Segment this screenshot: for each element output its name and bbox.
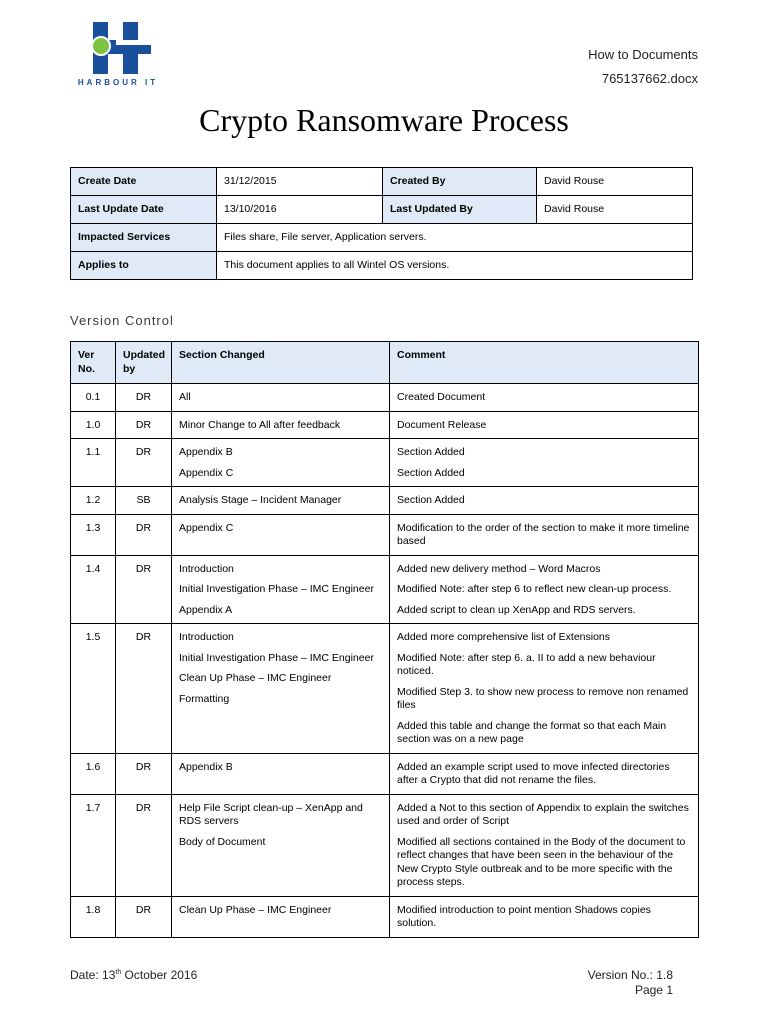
table-row — [71, 896, 699, 937]
comment-cell — [390, 896, 699, 937]
create-date-value: 31/12/2015 — [217, 168, 383, 196]
version-number-cell: 1.2 — [71, 487, 116, 515]
version-control-heading: Version Control — [70, 313, 174, 328]
comment-cell — [390, 753, 699, 794]
comment-cell — [390, 487, 699, 515]
section-changed-cell — [172, 794, 390, 896]
comment-item: Section Added — [397, 466, 465, 479]
section-changed-item: Clean Up Phase – IMC Engineer — [179, 672, 332, 684]
section-changed-item: Body of Document — [179, 835, 266, 848]
updated-by-cell: DR — [116, 794, 172, 896]
applies-to-value: This document applies to all Wintel OS versions. — [217, 252, 693, 280]
table-row — [71, 487, 699, 515]
logo-text: HARBOUR IT — [77, 78, 159, 87]
comment-item: Modification to the order of the section to make it more timeline based — [397, 521, 690, 547]
section-changed-item: Initial Investigation Phase – IMC Engineer — [179, 583, 374, 595]
section-changed-item: Help File Script clean-up – XenApp and RDS servers — [179, 801, 363, 827]
version-number-cell: 0.1 — [71, 384, 116, 412]
metadata-row — [71, 196, 693, 224]
section-changed-cell — [172, 624, 390, 754]
section-changed-item: Introduction — [179, 562, 234, 575]
comment-item: Document Release — [397, 418, 487, 431]
version-number-cell: 1.0 — [71, 411, 116, 439]
comment-item: Created Document — [397, 391, 486, 403]
section-changed-item: Formatting — [179, 692, 230, 705]
updated-by-cell: DR — [116, 555, 172, 624]
comment-item: Added a Not to this section of Appendix to explain the switches used and order of Script — [397, 801, 689, 827]
updated-by-cell: DR — [116, 514, 172, 555]
section-changed-cell — [172, 487, 390, 515]
comment-cell — [390, 384, 699, 412]
metadata-row — [71, 224, 693, 252]
comment-cell — [390, 794, 699, 896]
comment-item: Modified all sections contained in the Body of the document to reflect changes that have been seen in the behaviour of the New Crypto Style outbreak and to be more specific with the process steps. — [397, 835, 686, 888]
table-row — [71, 555, 699, 624]
table-row — [71, 624, 699, 754]
section-changed-item: Introduction — [179, 631, 234, 643]
document-filename: 765137662.docx — [601, 71, 698, 86]
section-changed-cell — [172, 439, 390, 487]
version-number-cell: 1.8 — [71, 896, 116, 937]
table-row — [71, 411, 699, 439]
comment-item: Modified Note: after step 6 to reflect new clean-up process. — [397, 583, 672, 595]
section-changed-item: Initial Investigation Phase – IMC Engineer — [179, 651, 374, 664]
impacted-services-label: Impacted Services — [71, 224, 217, 252]
updated-by-cell: DR — [116, 439, 172, 487]
harbour-it-logo — [68, 20, 168, 92]
comment-cell — [390, 624, 699, 754]
comment-item: Added script to clean up XenApp and RDS servers. — [397, 603, 636, 616]
section-changed-item: All — [179, 391, 191, 403]
comment-item: Added an example script used to move infected directories after a Crypto that did not rename the files. — [397, 760, 670, 786]
section-changed-cell — [172, 555, 390, 624]
column-header-section-changed: Section Changed — [172, 342, 390, 384]
footer-date: Date: 13th October 2016 — [70, 968, 198, 982]
updated-by-cell: SB — [116, 487, 172, 515]
updated-by-cell: DR — [116, 624, 172, 754]
version-number-cell: 1.1 — [71, 439, 116, 487]
version-number: Version No.: 1.8 — [587, 968, 673, 982]
page-title: Crypto Ransomware Process — [199, 102, 569, 138]
column-header-comment: Comment — [390, 342, 699, 384]
updated-by-cell: DR — [116, 384, 172, 412]
version-control-table — [70, 341, 699, 938]
page-number: Page 1 — [634, 983, 673, 997]
comment-item: Modified introduction to point mention Shadows copies solution. — [397, 903, 651, 929]
updated-by-cell: DR — [116, 896, 172, 937]
section-changed-item: Appendix C — [179, 521, 234, 534]
section-changed-cell — [172, 384, 390, 412]
last-update-value: 13/10/2016 — [217, 196, 383, 224]
column-header-ver: Ver No. — [71, 342, 116, 384]
table-row — [71, 753, 699, 794]
version-number-cell: 1.5 — [71, 624, 116, 754]
section-changed-cell — [172, 896, 390, 937]
version-control-header-row — [71, 342, 699, 384]
document-metadata-table — [70, 167, 693, 280]
created-by-label: Created By — [383, 168, 537, 196]
comment-item: Added more comprehensive list of Extensions — [397, 631, 611, 643]
comment-item: Modified Note: after step 6. a. II to add a new behaviour noticed. — [397, 651, 656, 677]
updated-by-cell: DR — [116, 753, 172, 794]
comment-cell — [390, 514, 699, 555]
logo-mark-icon — [68, 20, 168, 78]
section-changed-item: Appendix C — [179, 466, 234, 479]
version-number-cell: 1.6 — [71, 753, 116, 794]
table-row — [71, 794, 699, 896]
table-row — [71, 439, 699, 487]
version-control-body — [71, 384, 699, 938]
comment-item: Added this table and change the format so that each Main section was on a new page — [397, 719, 667, 745]
document-category: How to Documents — [588, 47, 698, 62]
comment-cell — [390, 555, 699, 624]
section-changed-item: Clean Up Phase – IMC Engineer — [179, 903, 332, 916]
section-changed-item: Analysis Stage – Incident Manager — [179, 494, 342, 506]
comment-item: Section Added — [397, 494, 465, 506]
section-changed-cell — [172, 514, 390, 555]
metadata-row — [71, 168, 693, 196]
updated-by-cell: DR — [116, 411, 172, 439]
section-changed-cell — [172, 753, 390, 794]
version-number-cell: 1.3 — [71, 514, 116, 555]
comment-cell — [390, 411, 699, 439]
last-update-label: Last Update Date — [71, 196, 217, 224]
version-number-cell: 1.7 — [71, 794, 116, 896]
section-changed-item: Appendix B — [179, 446, 233, 458]
table-row — [71, 384, 699, 412]
comment-cell — [390, 439, 699, 487]
section-changed-cell — [172, 411, 390, 439]
created-by-value: David Rouse — [537, 168, 693, 196]
section-changed-item: Minor Change to All after feedback — [179, 418, 341, 431]
version-number-cell: 1.4 — [71, 555, 116, 624]
create-date-label: Create Date — [71, 168, 217, 196]
comment-item: Section Added — [397, 446, 465, 458]
metadata-row — [71, 252, 693, 280]
section-changed-item: Appendix A — [179, 603, 233, 616]
impacted-services-value: Files share, File server, Application servers. — [217, 224, 693, 252]
document-header — [588, 43, 698, 91]
table-row — [71, 514, 699, 555]
comment-item: Added new delivery method – Word Macros — [397, 562, 601, 575]
section-changed-item: Appendix B — [179, 760, 233, 773]
last-updated-by-label: Last Updated By — [383, 196, 537, 224]
column-header-updated-by: Updated by — [116, 342, 172, 384]
last-updated-by-value: David Rouse — [537, 196, 693, 224]
footer-version — [588, 968, 673, 998]
comment-item: Modified Step 3. to show new process to remove non renamed files — [397, 685, 689, 711]
applies-to-label: Applies to — [71, 252, 217, 280]
